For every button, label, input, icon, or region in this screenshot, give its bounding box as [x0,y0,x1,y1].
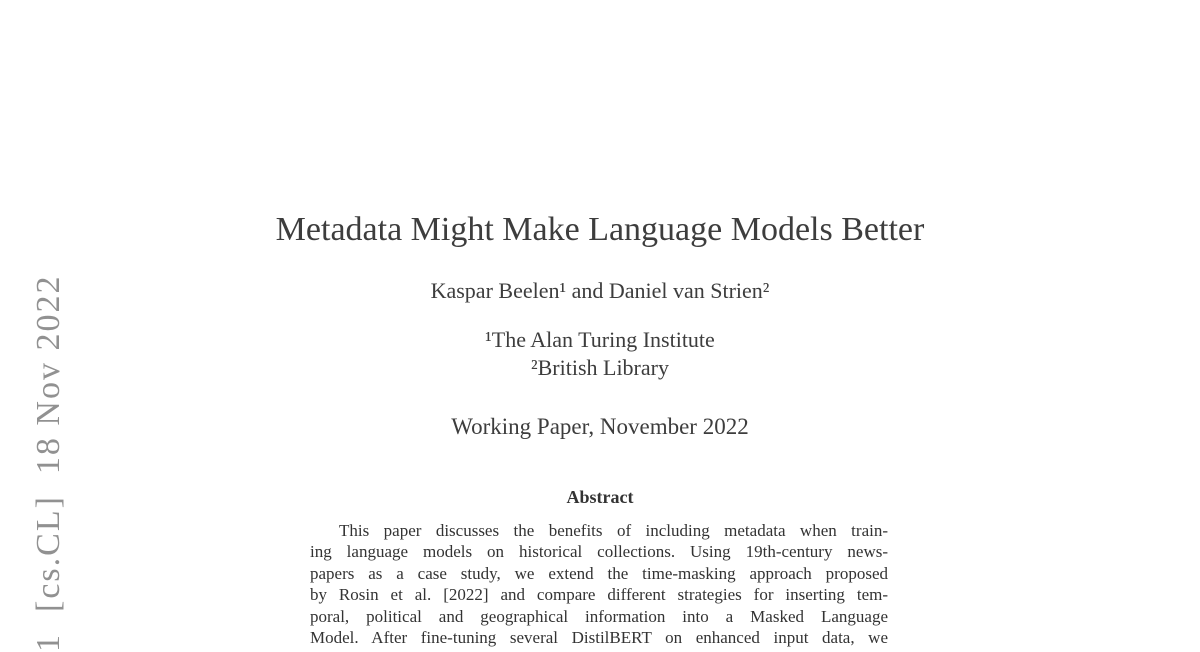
abstract-line: poral, political and geographical information into a Masked Language [310,606,888,626]
abstract-line: This paper discusses the benefits of including metadata when train- [339,521,888,540]
working-paper-line: Working Paper, November 2022 [451,414,749,439]
authors-line: Kaspar Beelen¹ and Daniel van Strien² [430,278,770,303]
affiliation-2: ²British Library [531,354,669,380]
paper-title: Metadata Might Make Language Models Better [275,211,925,248]
abstract-line: Model. After fine-tuning several DistilBERT on enhanced input data, we [310,627,888,647]
abstract-line: papers as a case study, we extend the time-masking approach proposed [310,563,888,583]
abstract-line: by Rosin et al. [2022] and compare different strategies for inserting tem- [310,585,888,605]
arxiv-stamp: 1 [cs.CL] 18 Nov 2022 [30,274,67,652]
affiliation-1: ¹The Alan Turing Institute [485,327,715,352]
abstract-line: ing language models on historical collections. Using 19th-century news- [310,542,888,562]
abstract-heading: Abstract [566,487,634,507]
affiliations-block [0,326,1200,381]
abstract-body [310,520,888,648]
